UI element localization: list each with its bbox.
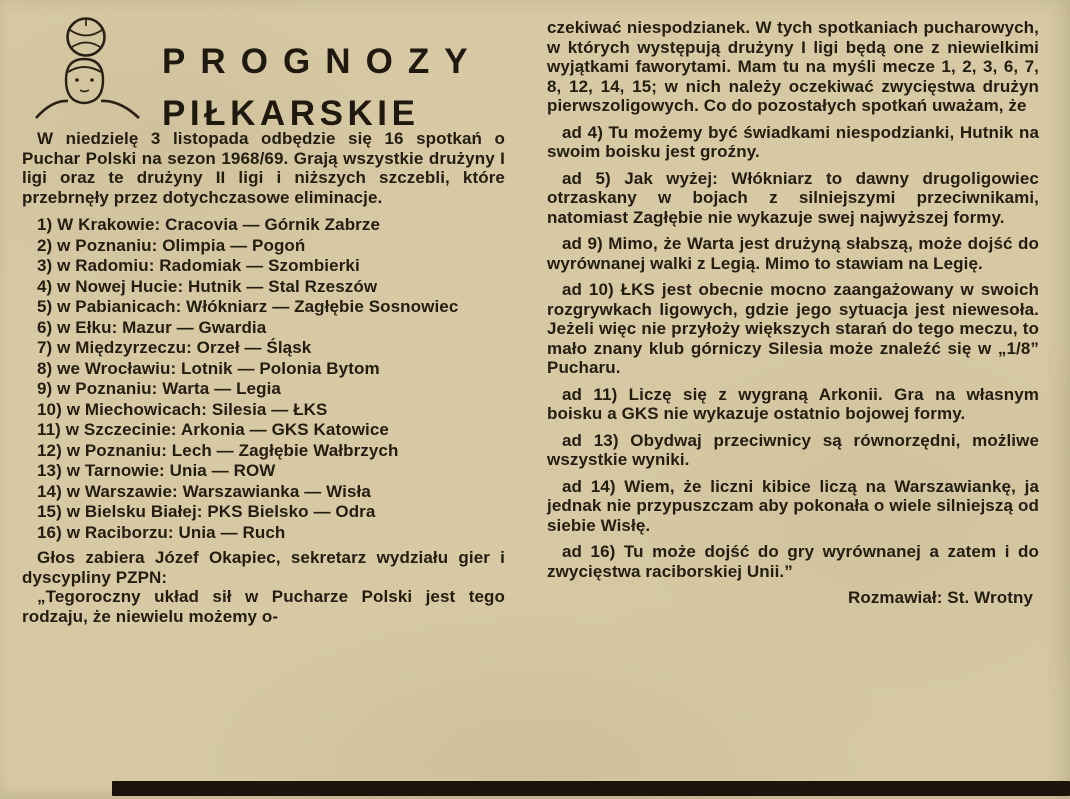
page-title-line2: PIŁKARSKIE — [162, 94, 420, 133]
match-item: 15) w Bielsku Białej: PKS Bielsko — Odra — [37, 502, 376, 521]
match-item: 8) we Wrocławiu: Lotnik — Polonia Bytom — [37, 358, 380, 378]
ad-paragraph: ad 5) Jak wyżej: Włókniarz to dawny drugoligowiec otrzaskany w bojach z silniejszymi przeciwnikami, natomiast Zagłębie nie wykazuje swej najwyższej formy. — [547, 168, 1039, 227]
match-item: 10) w Miechowicach: Silesia — ŁKS — [37, 399, 328, 419]
byline: Rozmawiał: St. Wrotny — [847, 588, 1033, 607]
ad-paragraph: ad 10) ŁKS jest obecnie mocno zaangażowany w swoich rozgrywkach ligowych, gdzie jego sytuacja jest niewesoła. Jeżeli więc nie przyłoży większych starań do tego meczu, to mało znany klub górniczy Silesia może znaleźć się w „1/8” Pucharu. — [547, 280, 1039, 377]
match-item: 2) w Poznaniu: Olimpia — Pogoń — [37, 235, 306, 255]
match-item: 1) W Krakowie: Cracovia — Górnik Zabrze — [37, 215, 381, 234]
intro-paragraph: W niedzielę 3 listopada odbędzie się 16 spotkań o Puchar Polski na sezon 1968/69. Grają wszystkie drużyny I ligi oraz te drużyny II ligi i niższych szczebli, które przebrnęły przez dotychczasowe eliminacje. — [22, 129, 505, 207]
ad-paragraph: ad 16) Tu może dojść do gry wyrównanej a zatem i do zwycięstwa raciborskiej Unii.” — [547, 542, 1039, 581]
match-item: 9) w Poznaniu: Warta — Legia — [37, 379, 281, 398]
closing-intro: Głos zabiera Józef Okapiec, sekretarz wydziału gier i dyscypliny PZPN: — [22, 548, 505, 587]
continuation-paragraph: czekiwać niespodzianek. W tych spotkaniach pucharowych, w których występują drużyny I ligi będą one z niewielkimi wyjątkami faworytami. Mam tu na myśli mecze 1, 2, 3, 6, 7, 8, 12, 14, 15; w nich należy oczekiwać zwycięstwa drużyn pierwszoligowych. Co do pozostałych spotkań uważam, że — [547, 18, 1039, 115]
ad-paragraph: ad 4) Tu możemy być świadkami niespodzianki, Hutnik na swoim boisku jest groźny. — [547, 122, 1039, 161]
right-column — [547, 18, 1039, 608]
match-item: 12) w Poznaniu: Lech — Zagłębie Wałbrzych — [37, 440, 399, 460]
goalkeeper-illustration — [22, 14, 157, 120]
match-list — [22, 215, 505, 542]
goalkeeper-with-ball-icon — [22, 14, 157, 120]
match-item: 16) w Raciborzu: Unia — Ruch — [37, 522, 286, 542]
match-item: 13) w Tarnowie: Unia — ROW — [37, 461, 276, 480]
match-item: 6) w Ełku: Mazur — Gwardia — [37, 317, 267, 337]
ad-paragraph: ad 13) Obydwaj przeciwnicy są równorzędni, możliwe wszystkie wyniki. — [547, 430, 1039, 469]
match-item: 14) w Warszawie: Warszawianka — Wisła — [37, 481, 371, 501]
match-item: 4) w Nowej Hucie: Hutnik — Stal Rzeszów — [37, 276, 378, 296]
page-title-line1: PROGNOZY — [162, 42, 483, 81]
match-item: 11) w Szczecinie: Arkonia — GKS Katowice — [37, 420, 389, 439]
quote-start: „Tegoroczny układ sił w Pucharze Polski jest tego rodzaju, że niewielu możemy o- — [22, 587, 505, 626]
scan-bottom-bar — [112, 781, 1070, 796]
ad-paragraph: ad 11) Liczę się z wygraną Arkonii. Gra na własnym boisku a GKS nie wykazuje ostatnio bojowej formy. — [547, 384, 1039, 423]
article-title — [162, 36, 484, 140]
match-item: 7) w Międzyrzeczu: Orzeł — Śląsk — [37, 338, 312, 357]
ad-paragraphs — [547, 123, 1039, 582]
ad-paragraph: ad 14) Wiem, że liczni kibice liczą na Warszawiankę, ja jednak nie przypuszczam aby pokonała o wiele silniejszą od siebie Wisłę. — [547, 476, 1039, 535]
ad-paragraph: ad 9) Mimo, że Warta jest drużyną słabszą, może dojść do wyrównanej walki z Legią. Mimo to stawiam na Legię. — [547, 234, 1039, 273]
left-column — [22, 129, 505, 626]
match-item: 5) w Pabianicach: Włókniarz — Zagłębie Sosnowiec — [37, 297, 459, 316]
match-item: 3) w Radomiu: Radomiak — Szombierki — [37, 256, 360, 275]
